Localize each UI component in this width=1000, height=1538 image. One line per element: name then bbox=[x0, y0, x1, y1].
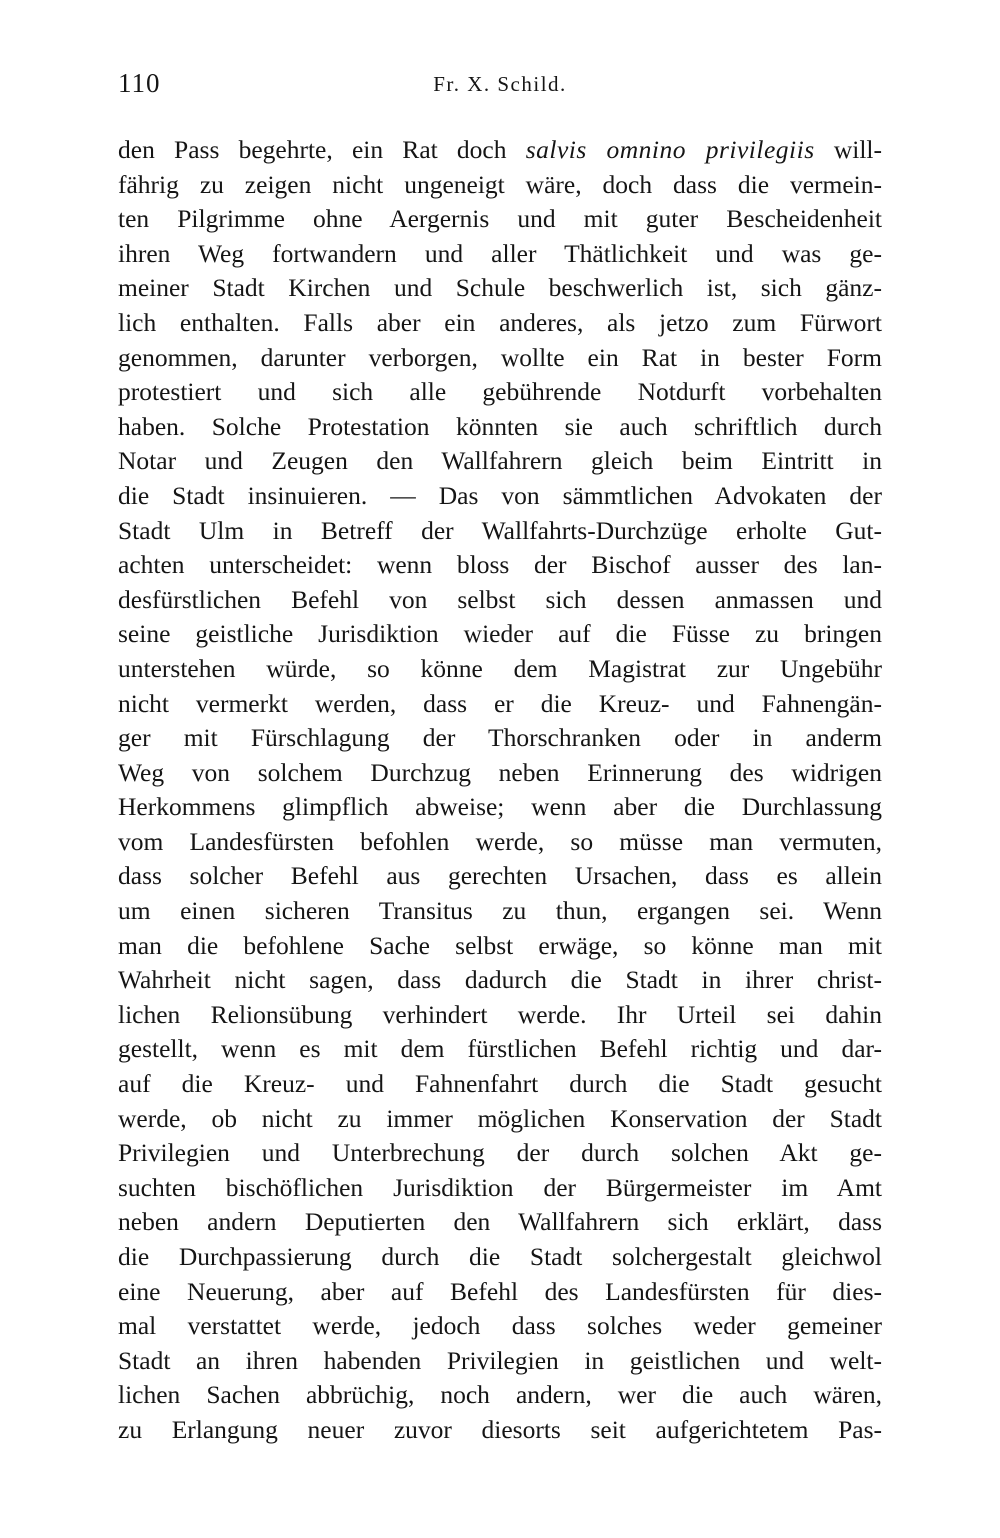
text-line-segment: haben. Solche Protestation könnten sie auch schriftlich durch bbox=[118, 411, 882, 441]
text-line-segment: werde, ob nicht zu immer möglichen Konservation der Stadt bbox=[118, 1103, 882, 1133]
text-line-segment: vom Landesfürsten befohlen werde, so müsse man vermuten, bbox=[118, 826, 882, 856]
text-line-segment: ihren Weg fortwandern und aller Thätlichkeit und was ge- bbox=[118, 238, 882, 268]
text-line-segment: ten Pilgrimme ohne Aergernis und mit guter Bescheidenheit bbox=[118, 204, 882, 234]
text-line bbox=[118, 375, 882, 410]
text-line bbox=[118, 756, 882, 791]
text-line-segment: achten unterscheidet: wenn bloss der Bischof ausser des lan- bbox=[118, 550, 882, 580]
text-line-segment: eine Neuerung, aber auf Befehl des Landesfürsten für dies- bbox=[118, 1276, 882, 1306]
text-line-segment: Privilegien und Unterbrechung der durch solchen Akt ge- bbox=[118, 1138, 882, 1168]
page-number: 110 bbox=[118, 68, 161, 98]
text-line bbox=[118, 721, 882, 756]
text-line bbox=[118, 479, 882, 514]
text-line-segment: man die befohlene Sache selbst erwäge, so könne man mit bbox=[118, 930, 882, 960]
text-line bbox=[118, 1171, 882, 1206]
text-line bbox=[118, 1032, 882, 1067]
text-line-segment: suchten bischöflichen Jurisdiktion der Bürgermeister im Amt bbox=[118, 1172, 882, 1202]
text-line bbox=[118, 1413, 882, 1448]
text-line-segment: Stadt an ihren habenden Privilegien in geistlichen und welt- bbox=[118, 1345, 882, 1375]
text-line-segment: den Pass begehrte, ein Rat doch bbox=[118, 135, 526, 164]
text-line bbox=[118, 1344, 882, 1379]
text-line bbox=[118, 1205, 882, 1240]
text-line-segment: protestiert und sich alle gebührende Notdurft vorbehalten bbox=[118, 377, 882, 407]
text-line bbox=[118, 825, 882, 860]
text-line-segment: meiner Stadt Kirchen und Schule beschwerlich ist, sich gänz- bbox=[118, 273, 882, 303]
text-line bbox=[118, 687, 882, 722]
text-line-segment: lichen Sachen abbrüchig, noch andern, wer die auch wären, bbox=[118, 1380, 882, 1410]
text-line-segment: will- bbox=[814, 135, 882, 164]
text-line-segment: ger mit Fürschlagung der Thorschranken oder in anderm bbox=[118, 723, 882, 753]
text-line-segment: gestellt, wenn es mit dem fürstlichen Befehl richtig und dar- bbox=[118, 1034, 882, 1064]
text-line-segment: zu Erlangung neuer zuvor diesorts seit aufgerichtetem Pas- bbox=[118, 1414, 882, 1444]
page-header bbox=[118, 68, 882, 102]
text-line bbox=[118, 444, 882, 479]
text-line-segment: seine geistliche Jurisdiktion wieder auf die Füsse zu bringen bbox=[118, 619, 882, 649]
text-line bbox=[118, 894, 882, 929]
text-line-segment: lichen Relionsübung verhindert werde. Ihr Urteil sei dahin bbox=[118, 999, 882, 1029]
text-line bbox=[118, 410, 882, 445]
text-line bbox=[118, 237, 882, 272]
text-line-segment: Stadt Ulm in Betreff der Wallfahrts-Durchzüge erholte Gut- bbox=[118, 515, 882, 545]
text-line bbox=[118, 998, 882, 1033]
text-line-segment: nicht vermerkt werden, dass er die Kreuz- und Fahnengän- bbox=[118, 688, 882, 718]
text-line bbox=[118, 514, 882, 549]
text-line bbox=[118, 859, 882, 894]
text-line-segment: dass solcher Befehl aus gerechten Ursachen, dass es allein bbox=[118, 861, 882, 891]
text-line bbox=[118, 306, 882, 341]
text-line-segment: Weg von solchem Durchzug neben Erinnerung des widrigen bbox=[118, 757, 882, 787]
text-line bbox=[118, 963, 882, 998]
running-title: Fr. X. Schild. bbox=[433, 72, 567, 96]
text-line bbox=[118, 168, 882, 203]
text-line-segment: desfürstlichen Befehl von selbst sich dessen anmassen und bbox=[118, 584, 882, 614]
text-line-segment: die Durchpassierung durch die Stadt solchergestalt gleichwol bbox=[118, 1242, 882, 1271]
body-text bbox=[118, 133, 882, 1448]
text-line-segment: fährig zu zeigen nicht ungeneigt wäre, doch dass die vermein- bbox=[118, 169, 882, 199]
text-line bbox=[118, 1309, 882, 1344]
text-line bbox=[118, 583, 882, 618]
text-line-segment: die Stadt insinuieren. — Das von sämmtlichen Advokaten der bbox=[118, 480, 882, 510]
text-line bbox=[118, 1136, 882, 1171]
text-line-segment: neben andern Deputierten den Wallfahrern sich erklärt, dass bbox=[118, 1207, 882, 1237]
italic-phrase: salvis omnino privilegiis bbox=[525, 135, 815, 164]
text-line bbox=[118, 652, 882, 687]
text-line bbox=[118, 929, 882, 964]
text-line bbox=[118, 202, 882, 237]
text-line bbox=[118, 790, 882, 825]
text-line bbox=[118, 1240, 882, 1275]
text-line-segment: genommen, darunter verborgen, wollte ein Rat in bester Form bbox=[118, 342, 882, 372]
text-line-segment: um einen sicheren Transitus zu thun, ergangen sei. Wenn bbox=[118, 896, 882, 926]
text-line-segment: Wahrheit nicht sagen, dass dadurch die Stadt in ihrer christ- bbox=[118, 965, 882, 995]
text-line bbox=[118, 341, 882, 376]
text-line-segment: Notar und Zeugen den Wallfahrern gleich beim Eintritt in bbox=[118, 446, 882, 476]
text-line-segment: Herkommens glimpflich abweise; wenn aber die Durchlassung bbox=[118, 792, 882, 822]
text-line bbox=[118, 617, 882, 652]
text-line bbox=[118, 133, 882, 168]
text-line-segment: lich enthalten. Falls aber ein anderes, als jetzo zum Fürwort bbox=[118, 307, 882, 337]
text-line-segment: mal verstattet werde, jedoch dass solches weder gemeiner bbox=[118, 1311, 882, 1341]
text-line bbox=[118, 271, 882, 306]
text-line bbox=[118, 548, 882, 583]
text-line-segment: unterstehen würde, so könne dem Magistrat zur Ungebühr bbox=[118, 653, 882, 683]
text-line-segment: auf die Kreuz- und Fahnenfahrt durch die Stadt gesucht bbox=[118, 1069, 882, 1099]
text-line bbox=[118, 1378, 882, 1413]
text-line bbox=[118, 1102, 882, 1137]
text-line bbox=[118, 1275, 882, 1310]
text-line bbox=[118, 1067, 882, 1102]
